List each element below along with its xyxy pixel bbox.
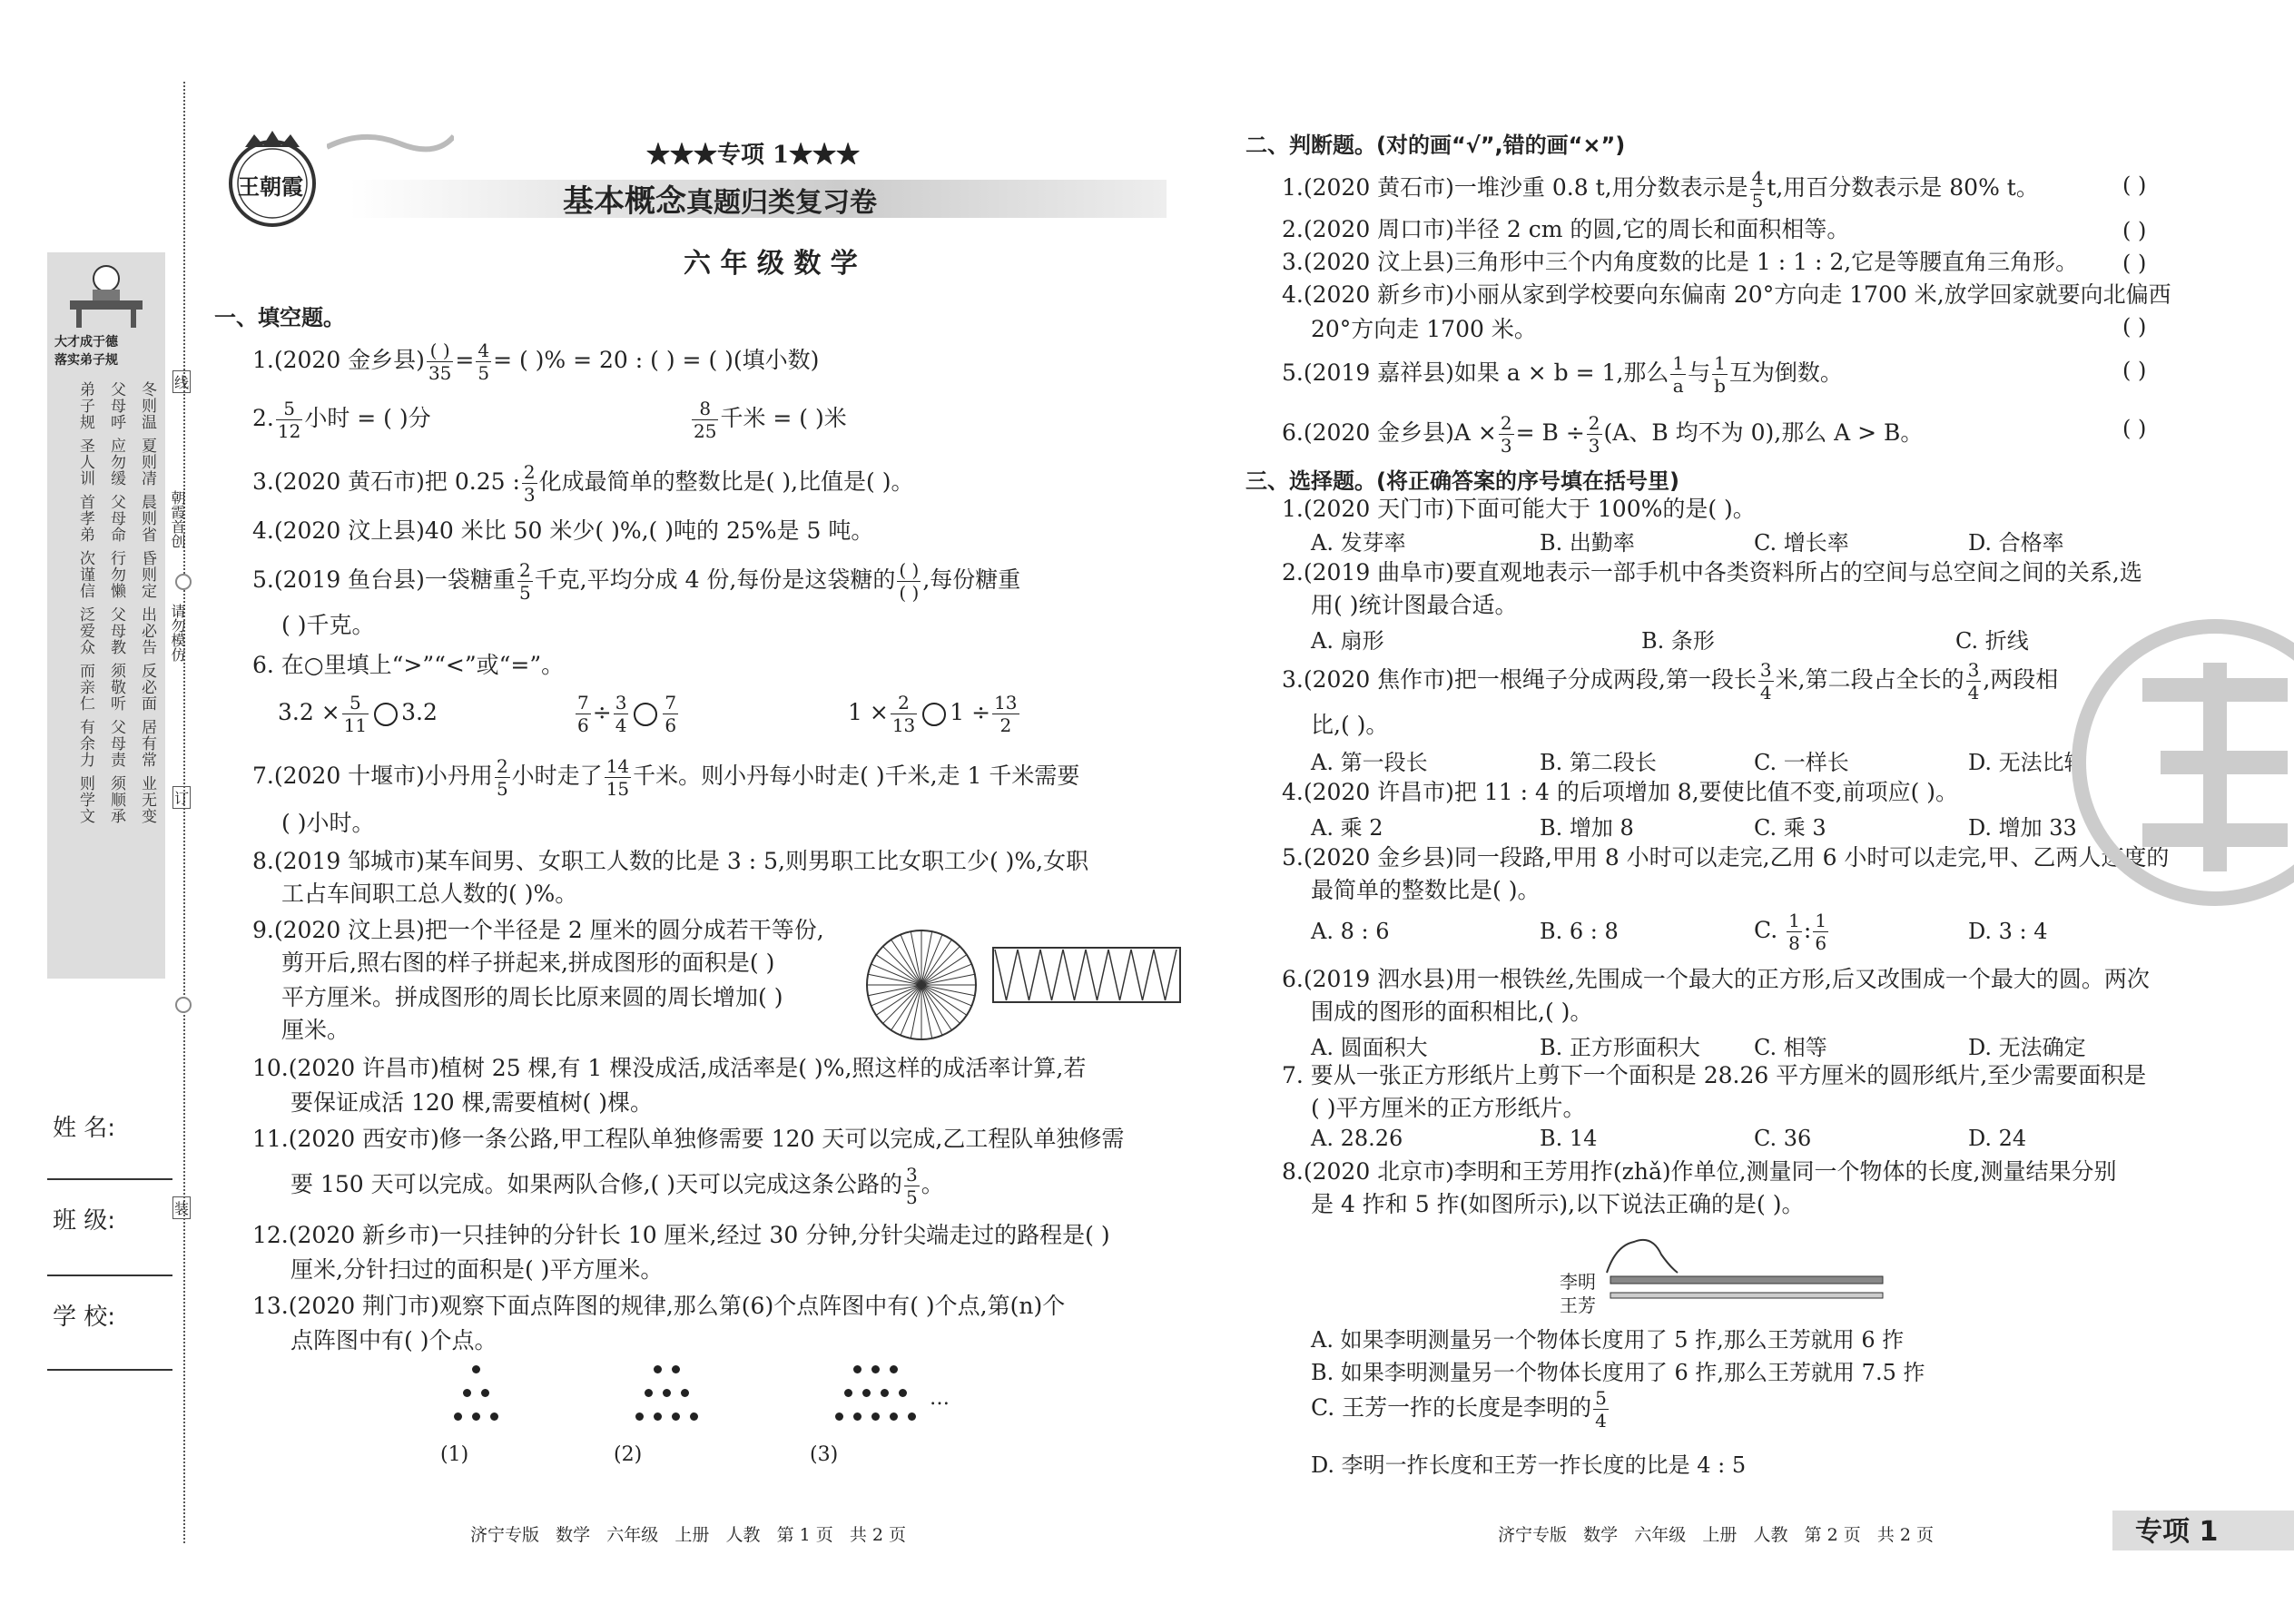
- fraction: [476, 341, 491, 382]
- question-6c: [848, 694, 1021, 734]
- q-text: a: [1672, 375, 1684, 397]
- rearranged-shape-figure: [989, 944, 1189, 1008]
- choice-8-option-b[interactable]: B. 如果李明测量另一个物体长度用了 6 拃,那么王芳就用 7.5 拃: [1311, 1360, 1925, 1385]
- q-text: 4: [1967, 682, 1980, 704]
- proverb-col: 父母教: [107, 606, 125, 655]
- question-13a[interactable]: 13.(2020 荆门市)观察下面点阵图的规律,那么第(6)个点阵图中有( )个点,第(n)个: [252, 1293, 1066, 1319]
- pattern-dot: [853, 1412, 861, 1421]
- choice-8b[interactable]: 是 4 拃和 5 拃(如图所示),以下说法正确的是( )。: [1311, 1191, 1805, 1217]
- question-12b[interactable]: 厘米,分针扫过的面积是( )平方厘米。: [290, 1256, 664, 1283]
- proverb-col: 父母责: [107, 719, 125, 768]
- judge-4a: 4.(2020 新乡市)小丽从家到学校要向东偏南 20°方向走 1700 米,放学回家就要向北偏西: [1282, 281, 2171, 308]
- q-text: 7: [665, 692, 677, 714]
- question-9b[interactable]: 剪开后,照右图的样子拼起来,拼成图形的面积是( ): [281, 950, 775, 976]
- question-11b: [290, 1166, 944, 1206]
- q-text: 11: [343, 714, 368, 736]
- fraction: [614, 694, 629, 734]
- name-line[interactable]: [47, 1178, 172, 1180]
- side-slogan-2: 落实弟子规: [54, 353, 118, 368]
- choice-3-option-b[interactable]: B. 第二段长: [1540, 750, 1657, 775]
- proverb-col: 父母命: [107, 494, 125, 543]
- proverb-col: 有余力: [76, 719, 94, 768]
- pattern-dot: [645, 1389, 653, 1397]
- question-8b[interactable]: 工占车间职工总人数的( )%。: [281, 881, 578, 907]
- choice-7-option-a[interactable]: A. 28.26: [1311, 1126, 1403, 1151]
- question-4[interactable]: 4.(2020 汶上县)40 米比 50 米少( )%,( )吨的 25%是 5 吨。: [252, 517, 874, 544]
- fraction: [427, 341, 453, 382]
- fraction: [522, 463, 537, 504]
- left-footer: 济宁专版 数学 六年级 上册 人教 第 1 页 共 2 页: [470, 1525, 907, 1545]
- binding-char-ding: 订: [172, 786, 191, 809]
- q-text: 2: [1588, 412, 1600, 434]
- binding-ring-icon: [175, 997, 192, 1013]
- q-text: 5: [496, 778, 508, 800]
- page-title: [563, 176, 877, 221]
- q-text[interactable]: = ( )% = 20 : ( ) = ( )(填小数): [493, 347, 820, 373]
- q-text: 。: [921, 1171, 944, 1197]
- fraction: [1593, 1389, 1609, 1430]
- choice-8-option-c[interactable]: [1311, 1389, 1610, 1430]
- proverb-col: 须敬听: [107, 663, 125, 712]
- choice-5b[interactable]: 最简单的整数比是( )。: [1311, 877, 1541, 903]
- pattern-dot: [472, 1412, 480, 1421]
- page-title-bold: 基本概念: [563, 183, 686, 220]
- question-9a: 9.(2020 汶上县)把一个半径是 2 厘米的圆分成若干等份,: [252, 917, 824, 943]
- judge-5-answer[interactable]: ( ): [2122, 358, 2147, 383]
- choice-3-option-a[interactable]: A. 第一段长: [1311, 750, 1428, 775]
- choice-6-option-d[interactable]: D. 无法确定: [1968, 1035, 2086, 1060]
- q-text: 1 ×: [848, 699, 889, 725]
- q-text: 4: [478, 340, 490, 361]
- proverb-col: 业无变: [138, 775, 156, 824]
- q-text: 15: [605, 778, 630, 800]
- fraction: [904, 1166, 920, 1206]
- section-fill-title: 一、填空题。: [214, 305, 345, 330]
- q-text: 4: [1759, 682, 1772, 704]
- fraction: [1670, 354, 1686, 395]
- pattern-dot: [881, 1389, 889, 1397]
- q-text: 2: [518, 559, 531, 581]
- question-6b: [574, 694, 680, 734]
- question-9c[interactable]: 平方厘米。拼成图形的周长比原来圆的周长增加( ): [281, 984, 783, 1010]
- q-text: 3.(2020 焦作市)把一根绳子分成两段,第一段长: [1282, 666, 1757, 693]
- section-choice-title: 三、选择题。(将正确答案的序号填在括号里): [1245, 468, 1679, 494]
- right-footer: 济宁专版 数学 六年级 上册 人教 第 2 页 共 2 页: [1498, 1525, 1935, 1545]
- q-text: 4: [1751, 167, 1764, 189]
- compare-circle[interactable]: [922, 703, 946, 726]
- q-text: 3: [1967, 659, 1980, 681]
- q-text: 2.: [252, 405, 274, 431]
- q-text[interactable]: 化成最简单的整数比是( ),比值是( )。: [538, 468, 914, 495]
- choice-4-option-d[interactable]: D. 增加 33: [1968, 815, 2077, 841]
- choice-7-option-c[interactable]: C. 36: [1754, 1126, 1812, 1151]
- question-7: [252, 757, 1079, 798]
- fraction: [663, 694, 678, 734]
- proverb-col: 而亲仁: [76, 663, 94, 712]
- dot-pattern-label-3: (3): [810, 1443, 839, 1466]
- binding-label-1: 朝霞首创: [169, 490, 186, 548]
- q-text[interactable]: 千米 = ( )米: [720, 405, 847, 431]
- pattern-dot: [690, 1412, 698, 1421]
- dot-pattern-ellipsis: …: [930, 1387, 950, 1410]
- q-text: 3: [1500, 435, 1512, 457]
- q-text[interactable]: 小时 = ( )分: [304, 405, 431, 431]
- q-text: 3: [906, 1164, 918, 1186]
- pattern-dot: [890, 1412, 898, 1421]
- dot-pattern-figure: [418, 1356, 962, 1474]
- pattern-dot: [871, 1412, 880, 1421]
- choice-3-option-c[interactable]: C. 一样长: [1754, 750, 1849, 775]
- proverb-col: 冬则温: [138, 381, 156, 430]
- answer-blank[interactable]: ( ): [427, 341, 453, 362]
- q-text: 5: [906, 1186, 918, 1208]
- choice-8-option-a[interactable]: A. 如果李明测量另一个物体长度用了 5 拃,那么王芳就用 6 拃: [1311, 1327, 1905, 1353]
- choice-7b[interactable]: ( )平方厘米的正方形纸片。: [1311, 1095, 1586, 1121]
- pattern-dot: [862, 1389, 871, 1397]
- fraction: [1499, 414, 1514, 455]
- topic-label: ★★★专项 1★★★: [646, 142, 861, 169]
- choice-4-option-a[interactable]: A. 乘 2: [1311, 815, 1383, 841]
- q-text[interactable]: C.: [1754, 917, 1778, 943]
- q-text: 3.2 ×: [278, 699, 340, 725]
- zigzag-sectors: [995, 950, 1177, 1000]
- q-text: (A、B 均不为 0),那么 A > B。: [1603, 419, 1924, 446]
- side-slogan-1: 大才成于德: [54, 335, 118, 349]
- binding-ring-icon: [175, 574, 192, 590]
- proverb-col: 泛爱众: [76, 606, 94, 655]
- q-text: 5.(2019 鱼台县)一袋糖重: [252, 566, 516, 593]
- choice-5a: 5.(2020 金乡县)同一段路,甲用 8 小时可以走完,乙用 6 小时可以走完,甲、乙两人速度的: [1282, 844, 2170, 871]
- choice-5-option-b[interactable]: B. 6 : 8: [1540, 919, 1619, 944]
- q-text: 3: [615, 692, 627, 714]
- watermark-seal: [2033, 581, 2294, 944]
- q-text: 3.(2020 黄石市)把 0.25 :: [252, 468, 520, 495]
- question-5: [252, 561, 1020, 602]
- hand-span-figure: [1598, 1227, 1888, 1309]
- pattern-dot: [890, 1365, 898, 1373]
- judge-6: [1282, 414, 1923, 455]
- fraction: [1813, 911, 1828, 952]
- q-text[interactable]: C. 王芳一拃的长度是李明的: [1311, 1394, 1592, 1421]
- binding-char-zhuang: 装: [172, 1196, 191, 1219]
- q-text: 12: [277, 420, 301, 442]
- choice-7a: 7. 要从一张正方形纸片上剪下一个面积是 28.26 平方厘米的圆形纸片,至少需要面积是: [1282, 1062, 2147, 1088]
- proverb-col: 应勿缓: [107, 438, 125, 487]
- q-text: 6.(2020 金乡县)A ×: [1282, 419, 1497, 446]
- answer-blank[interactable]: ( ): [899, 559, 920, 581]
- fraction: [1758, 661, 1774, 702]
- q-text: 3: [523, 484, 536, 506]
- question-7b[interactable]: ( )小时。: [281, 810, 375, 836]
- q-text: 1.(2020 黄石市)一堆沙重 0.8 t,用分数表示是: [1282, 174, 1748, 201]
- q-text: 6: [577, 714, 589, 736]
- proverb-col: 出必告: [138, 606, 156, 655]
- proverb-col: 夏则凊: [138, 438, 156, 487]
- judge-3-answer[interactable]: ( ): [2122, 251, 2147, 276]
- choice-3-option-d[interactable]: D. 无法比较: [1968, 750, 2086, 775]
- page-subtitle: 六 年 级 数 学: [684, 248, 858, 280]
- judge-6-answer[interactable]: ( ): [2122, 416, 2147, 441]
- fraction: [1966, 661, 1982, 702]
- q-text: 与: [1688, 359, 1711, 386]
- q-text: 1: [1788, 910, 1800, 931]
- class-label: 班 级:: [53, 1207, 116, 1235]
- fraction: [605, 757, 631, 798]
- ruler-label-wangfang: 王芳: [1560, 1294, 1596, 1316]
- circle-sectors-figure: [862, 926, 980, 1044]
- q-text: ÷: [592, 699, 612, 725]
- pattern-dot: [681, 1389, 689, 1397]
- choice-8a: 8.(2020 北京市)李明和王芳用拃(zhǎ)作单位,测量同一个物体的长度,测量结果分别: [1282, 1158, 2117, 1185]
- dot-pattern-label-2: (2): [614, 1443, 643, 1466]
- pattern-dot: [654, 1365, 662, 1373]
- proverb-col: 次谨信: [76, 550, 94, 599]
- section-judge-title: 二、判断题。(对的画“√”,错的画“×”): [1245, 133, 1626, 158]
- q-text: 1: [1672, 352, 1685, 374]
- choice-3b[interactable]: 比,( )。: [1311, 712, 1389, 738]
- pattern-dot: [472, 1365, 480, 1373]
- proverb-col: 晨则省: [138, 494, 156, 543]
- choice-1[interactable]: 1.(2020 天门市)下面可能大于 100%的是( )。: [1282, 496, 1756, 522]
- pattern-dot: [463, 1389, 471, 1397]
- q-text: 5: [1751, 190, 1764, 212]
- pattern-dot: [835, 1412, 843, 1421]
- fraction: [276, 399, 302, 440]
- q-text: 6: [1815, 932, 1827, 954]
- judge-3: 3.(2020 汶上县)三角形中三个内角度数的比是 1 : 1 : 2,它是等腰直角三角形。: [1282, 249, 2079, 275]
- judge-1-answer[interactable]: ( ): [2122, 172, 2147, 198]
- choice-7-option-d[interactable]: D. 24: [1968, 1126, 2027, 1151]
- proverb-col: 反必面: [138, 663, 156, 712]
- q-text: = B ÷: [1515, 419, 1585, 446]
- compare-circle[interactable]: [634, 703, 657, 726]
- proverb-col: 圣人训: [76, 438, 94, 487]
- q-text: 2: [891, 694, 917, 714]
- choice-6a: 6.(2019 泗水县)用一根铁丝,先围成一个最大的正方形,后又改围成一个最大的圆。两次: [1282, 966, 2150, 992]
- q-text: 1.(2020 金乡县): [252, 347, 425, 373]
- fraction: [576, 694, 591, 734]
- q-text: 4: [615, 714, 627, 736]
- pattern-dot: [908, 1412, 916, 1421]
- choice-1-option-b[interactable]: B. 出勤率: [1540, 530, 1635, 556]
- choice-5-option-a[interactable]: A. 8 : 6: [1311, 919, 1390, 944]
- pattern-dot: [853, 1365, 861, 1373]
- q-text: 3: [1759, 659, 1772, 681]
- q-text: 25: [694, 420, 717, 442]
- q-text: 5.(2019 嘉祥县)如果 a × b = 1,那么: [1282, 359, 1669, 386]
- fraction: [1587, 414, 1602, 455]
- proverb-col: 则学文: [76, 775, 94, 824]
- ribbon-decoration: [327, 120, 454, 156]
- q-text: 小时走了: [511, 763, 603, 789]
- judge-1: [1282, 169, 2039, 210]
- q-text: :: [1803, 917, 1812, 943]
- choice-6-option-c[interactable]: C. 相等: [1754, 1035, 1827, 1060]
- choice-8-option-d[interactable]: D. 李明一拃长度和王芳一拃长度的比是 4 : 5: [1311, 1452, 1747, 1478]
- q-text: ,两段相: [1983, 666, 2059, 693]
- q-text[interactable]: 千米。则小丹每小时走( )千米,走 1 千米需要: [633, 763, 1080, 789]
- q-text: 13: [994, 692, 1018, 714]
- proverb-col: 行勿懒: [107, 550, 125, 599]
- judge-2-answer[interactable]: ( ): [2122, 218, 2147, 243]
- q-text: 3: [1588, 435, 1600, 457]
- name-label: 姓 名:: [53, 1115, 116, 1142]
- pattern-dot: [481, 1389, 489, 1397]
- choice-1-option-a[interactable]: A. 发芽率: [1311, 530, 1406, 556]
- choice-2-option-c[interactable]: C. 折线: [1955, 628, 2029, 654]
- q-text: 米,第二段占全长的: [1775, 666, 1964, 693]
- q-text: 1 ÷: [950, 699, 991, 725]
- proverb-col: 昏则定: [138, 550, 156, 599]
- q-text: 2: [496, 755, 508, 777]
- choice-6-option-b[interactable]: B. 正方形面积大: [1540, 1035, 1700, 1060]
- question-8a[interactable]: 8.(2019 邹城市)某车间男、女职工人数的比是 3 : 5,则男职工比女职工少( )%,女职: [252, 848, 1089, 874]
- fraction[interactable]: [897, 561, 921, 602]
- school-line[interactable]: [47, 1369, 172, 1371]
- q-text[interactable]: 要 150 天可以完成。如果两队合修,( )天可以完成这条公路的: [290, 1171, 903, 1197]
- q-text: 13: [891, 714, 916, 736]
- fraction: [1750, 169, 1766, 210]
- q-text: 7: [577, 692, 589, 714]
- q-text: 14: [605, 755, 630, 777]
- question-2b: [690, 399, 847, 440]
- fraction: [992, 694, 1019, 734]
- pattern-dot: [490, 1412, 498, 1421]
- question-12a[interactable]: 12.(2020 新乡市)一只挂钟的分针长 10 厘米,经过 30 分钟,分针尖端走过的路程是( ): [252, 1222, 1110, 1248]
- pattern-dot: [844, 1389, 852, 1397]
- fraction: [891, 694, 917, 734]
- question-6a: [278, 694, 438, 734]
- q-text: 7.(2020 十堰市)小丹用: [252, 763, 493, 789]
- proverb-col: 弟子规: [76, 381, 94, 430]
- fraction: [1712, 354, 1728, 395]
- proverb-col: 首孝弟: [76, 494, 94, 543]
- choice-1-option-c[interactable]: C. 增长率: [1754, 530, 1849, 556]
- question-11a: 11.(2020 西安市)修一条公路,甲工程队单独修需要 120 天可以完成,乙工程队单独修需: [252, 1126, 1125, 1152]
- q-text: 互为倒数。: [1728, 359, 1843, 386]
- proverb-col: 须顺承: [107, 775, 125, 824]
- q-text: 35: [428, 362, 452, 384]
- choice-2b[interactable]: 用( )统计图最合适。: [1311, 592, 1518, 618]
- corner-tag: 专项 1: [2135, 1516, 2219, 1548]
- q-text: 5: [342, 694, 369, 714]
- choice-3: [1282, 661, 2058, 702]
- binding-label-2: 请勿模仿: [169, 604, 186, 662]
- fraction: [1787, 911, 1802, 952]
- q-text: ,每份糖重: [922, 566, 1021, 593]
- pattern-dot: [672, 1412, 680, 1421]
- q-text: 3.2: [401, 699, 438, 725]
- q-text: 2: [999, 714, 1012, 736]
- pattern-dot: [663, 1389, 671, 1397]
- pattern-dot: [654, 1412, 662, 1421]
- choice-4-option-b[interactable]: B. 增加 8: [1540, 815, 1634, 841]
- q-text: t,用百分数表示是 80% t。: [1767, 174, 2039, 201]
- q-text: 5: [478, 362, 490, 384]
- binding-char-line: 线: [172, 370, 191, 393]
- choice-5-option-d[interactable]: D. 3 : 4: [1968, 919, 2048, 944]
- q-text: 8: [1788, 932, 1800, 954]
- binding-dotted-line: [183, 82, 185, 1543]
- choice-5-option-c[interactable]: [1754, 911, 1830, 952]
- proverb-col: 父母呼: [107, 381, 125, 430]
- answer-blank[interactable]: ( ): [899, 582, 920, 604]
- q-text: 6: [665, 714, 677, 736]
- pattern-dot: [454, 1412, 462, 1421]
- q-text: 4: [1595, 1410, 1607, 1432]
- q-text: =: [455, 347, 475, 373]
- judge-4-answer[interactable]: ( ): [2122, 314, 2147, 340]
- dot-pattern-label-1: (1): [440, 1443, 469, 1466]
- question-13b[interactable]: 点阵图中有( )个点。: [290, 1327, 497, 1353]
- question-6: 6. 在○里填上“>”“<”或“=”。: [252, 652, 565, 678]
- choice-7-option-b[interactable]: B. 14: [1540, 1126, 1598, 1151]
- choice-1-option-d[interactable]: D. 合格率: [1968, 530, 2064, 556]
- judge-2: 2.(2020 周口市)半径 2 cm 的圆,它的周长和面积相等。: [1282, 216, 1850, 242]
- fraction: [692, 399, 718, 440]
- choice-2-option-a[interactable]: A. 扇形: [1311, 628, 1384, 654]
- q-text: 5: [276, 399, 302, 420]
- proverb-col: 居有常: [138, 719, 156, 768]
- question-2: [252, 399, 431, 440]
- question-3: [252, 463, 914, 504]
- side-mascot: [56, 259, 156, 331]
- choice-4[interactable]: 4.(2020 许昌市)把 11 : 4 的后项增加 8,要使比值不变,前项应( )。: [1282, 779, 1959, 805]
- fraction: [495, 757, 510, 798]
- q-text: 2: [1500, 412, 1512, 434]
- pattern-dot: [635, 1412, 644, 1421]
- question-1: [252, 341, 819, 382]
- judge-4b: 20°方向走 1700 米。: [1311, 316, 1537, 342]
- compare-circle[interactable]: [374, 703, 398, 726]
- ruler-label-liming: 李明: [1560, 1271, 1596, 1293]
- brand-name: 王朝霞: [238, 173, 303, 200]
- page-title-rest: 真题归类复习卷: [686, 187, 877, 219]
- q-text: 1: [1712, 354, 1728, 375]
- pattern-dot: [899, 1389, 907, 1397]
- choice-2a: 2.(2019 曲阜市)要直观地表示一部手机中各类资料所占的空间与总空间之间的关系,选: [1282, 559, 2142, 586]
- q-text: 5: [518, 582, 531, 604]
- choice-4-option-c[interactable]: C. 乘 3: [1754, 815, 1826, 841]
- pattern-dot: [672, 1365, 680, 1373]
- q-text: 8: [692, 399, 718, 420]
- judge-5: [1282, 354, 1843, 395]
- class-line[interactable]: [47, 1275, 172, 1276]
- q-text: b: [1714, 375, 1726, 397]
- q-text: 2: [523, 461, 536, 483]
- fraction: [342, 694, 369, 734]
- pattern-dot: [871, 1365, 880, 1373]
- fraction: [517, 561, 533, 602]
- q-text: 1: [1815, 910, 1827, 931]
- question-9d: 厘米。: [281, 1017, 350, 1043]
- question-5b[interactable]: ( )千克。: [281, 612, 375, 638]
- q-text: 千克,平均分成 4 份,每份是这袋糖的: [534, 566, 896, 593]
- question-10b[interactable]: 要保证成活 120 棵,需要植树( )棵。: [290, 1089, 654, 1116]
- choice-2-option-b[interactable]: B. 条形: [1641, 628, 1715, 654]
- choice-6-option-a[interactable]: A. 圆面积大: [1311, 1035, 1428, 1060]
- side-proverbs: [60, 381, 160, 971]
- school-label: 学 校:: [53, 1304, 116, 1331]
- q-text: 5: [1595, 1387, 1607, 1409]
- question-10a[interactable]: 10.(2020 许昌市)植树 25 棵,有 1 棵没成活,成活率是( )%,照这样的成活率计算,若: [252, 1055, 1087, 1081]
- choice-6b[interactable]: 围成的图形的面积相比,( )。: [1311, 999, 1593, 1025]
